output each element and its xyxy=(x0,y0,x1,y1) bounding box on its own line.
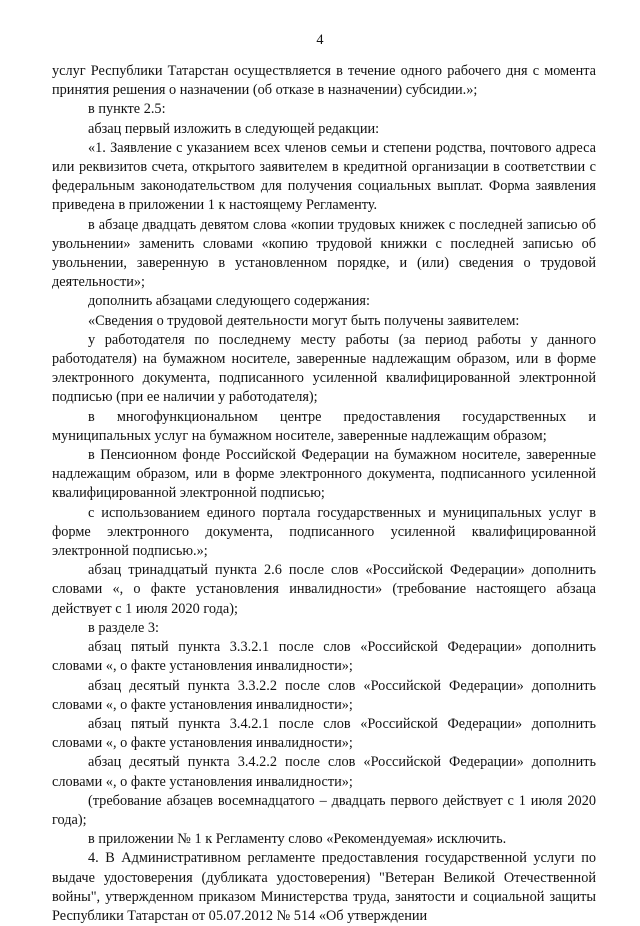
page-number: 4 xyxy=(316,32,324,48)
paragraph: абзац пятый пункта 3.3.2.1 после слов «Российской Федерации» дополнить словами «, о факте установления инвалидности»; xyxy=(52,639,596,675)
paragraph: 4. В Административном регламенте предоставления государственной услуги по выдаче удостоверения (дубликата удостоверения) "Ветеран Великой Отечественной войны", утвержденном приказом Министерства труда, занятости и социальной защиты Республики Татарстан от 05.07.2012 № 514 «Об утверждении xyxy=(52,850,596,924)
document-body xyxy=(52,62,596,926)
paragraph: (требование абзацев восемнадцатого – двадцать первого действует с 1 июля 2020 года); xyxy=(52,792,596,828)
paragraph: абзац пятый пункта 3.4.2.1 после слов «Российской Федерации» дополнить словами «, о факте установления инвалидности»; xyxy=(52,715,596,752)
paragraph: в многофункциональном центре предоставления государственных и муниципальных услуг на бумажном носителе, заверенные надлежащим образом; xyxy=(52,408,596,444)
paragraph: абзац десятый пункта 3.4.2.2 после слов «Российской Федерации» дополнить словами «, о факте установления инвалидности»; xyxy=(52,754,596,790)
paragraph: в абзаце двадцать девятом слова «копии трудовых книжек с последней записью об увольнении» заменить словами «копию трудовой книжки с последней записью об увольнении, заверенную в установленном порядке, и (или) сведения о трудовой деятельности»; xyxy=(52,216,596,291)
paragraph: дополнить абзацами следующего содержания: xyxy=(88,293,370,310)
paragraph: «1. Заявление с указанием всех членов семьи и степени родства, почтового адреса или реквизитов счета, открытого заявителем в кредитной организации в соответствии с федеральным законодательством для получения социальных выплат. Форма заявления приведена в приложении 1 к настоящему Регламенту. xyxy=(52,139,596,214)
paragraph: «Сведения о трудовой деятельности могут быть получены заявителем: xyxy=(88,312,520,329)
paragraph: в Пенсионном фонде Российской Федерации на бумажном носителе, заверенные надлежащим образом, или в форме электронного документа, подписанного усиленной квалифицированной электронной подписью; xyxy=(52,447,596,502)
paragraph: абзац первый изложить в следующей редакции: xyxy=(88,120,380,137)
paragraph: услуг Республики Татарстан осуществляется в течение одного рабочего дня с момента принятия решения о назначении (об отказе в назначении) субсидии.»; xyxy=(52,63,596,99)
paragraph: с использованием единого портала государственных и муниципальных услуг в форме электронного документа, подписанного усиленной квалифицированной электронной подписью.»; xyxy=(52,504,596,560)
paragraph: абзац тринадцатый пункта 2.6 после слов «Российской Федерации» дополнить словами «, о факте установления инвалидности» (требование настоящего абзаца действует с 1 июля 2020 года); xyxy=(52,562,596,617)
paragraph: в разделе 3: xyxy=(88,619,160,636)
paragraph: в приложении № 1 к Регламенту слово «Рекомендуемая» исключить. xyxy=(88,831,507,848)
paragraph: у работодателя по последнему месту работы (за период работы у данного работодателя) на бумажном носителе, заверенные надлежащим образом, или в форме электронного документа, подписанного усиленной квалифицированной электронной подписью (при ее наличии у работодателя); xyxy=(52,331,596,406)
paragraph: абзац десятый пункта 3.3.2.2 после слов «Российской Федерации» дополнить словами «, о факте установления инвалидности»; xyxy=(52,677,596,713)
paragraph: в пункте 2.5: xyxy=(88,101,166,118)
